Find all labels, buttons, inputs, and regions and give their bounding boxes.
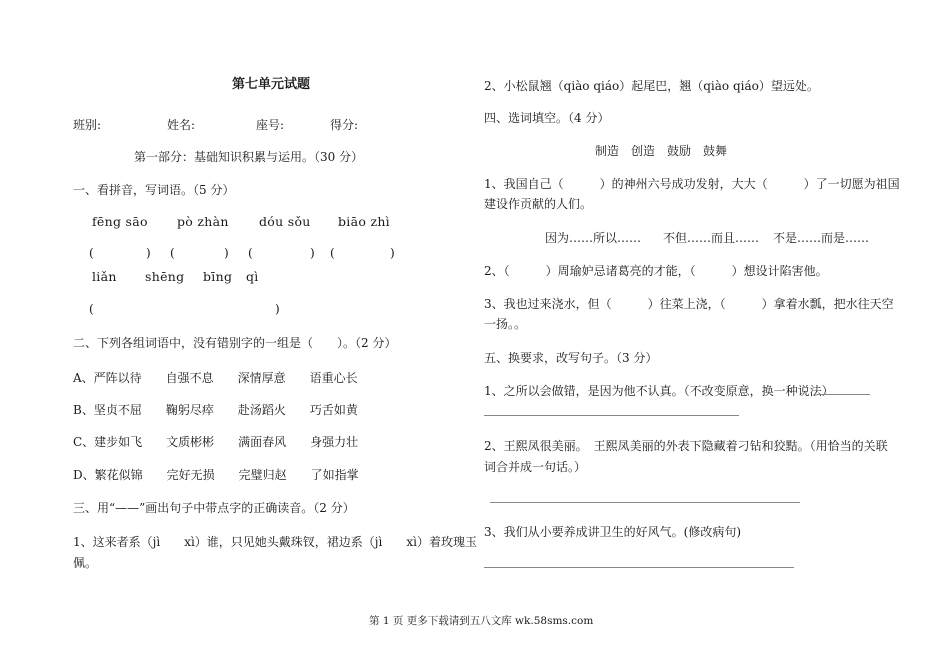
q5-heading: 五、换要求，改写句子。（3 分） (484, 351, 658, 365)
q2-option-a: A、严阵以待 自强不息 深情厚意 语重心长 (73, 371, 358, 385)
q3-sentence-2: 2、小松鼠翘（qiào qiáo）起尾巴，翘（qiào qiáo）望远处。 (484, 79, 819, 93)
answer-paren-close: ) (275, 302, 280, 316)
answer-line (818, 394, 870, 395)
q2-option-d: D、繁花似锦 完好无损 完璧归赵 了如指掌 (73, 468, 359, 482)
answer-paren-close: ) (390, 246, 395, 260)
pinyin-8: qì (246, 269, 259, 284)
answer-paren-close: ) (224, 246, 229, 260)
q4-word-bank-2a: 因为……所以…… (545, 231, 642, 245)
answer-paren-open: ( (170, 246, 175, 260)
seat-label: 座号: (256, 118, 285, 132)
pinyin-4: biāo zhì (338, 214, 390, 229)
q4-word-bank-1: 制造 创造 鼓励 鼓舞 (595, 144, 728, 158)
q2-option-b: B、坚贞不屈 鞠躬尽瘁 赴汤蹈火 巧舌如黄 (73, 403, 358, 417)
pinyin-5: liǎn (92, 269, 117, 284)
q5-sentence-3: 3、我们从小要养成讲卫生的好风气。(修改病句) (484, 525, 741, 539)
q3-heading: 三、用“——”画出句子中带点字的正确读音。（2 分） (73, 501, 355, 515)
q4-heading: 四、选词填空。（4 分） (484, 111, 610, 125)
pinyin-7: bīng (203, 269, 233, 284)
q3-sentence-1: 1、这来者系（jì xì）谁，只见她头戴珠钗，裙边系（jì xì）着玫瑰玉 (73, 535, 477, 549)
answer-paren-close: ) (146, 246, 151, 260)
name-label: 姓名: (167, 118, 196, 132)
page-footer: 第 1 页 更多下载请到五八文库 wk.58sms.com (369, 615, 594, 627)
q4-word-bank-2b: 不但……而且…… (663, 231, 760, 245)
q4-sentence-3: 3、我也过来浇水，但（ ）往菜上浇，（ ）拿着水瓢，把水往天空 (484, 297, 894, 311)
pinyin-2: pò zhàn (177, 214, 229, 229)
answer-paren-open: ( (89, 302, 94, 316)
pinyin-1: fēng sāo (92, 214, 148, 229)
q4-sentence-1: 1、我国自己（ ）的神州六号成功发射，大大（ ）了一切愿为祖国 (484, 177, 900, 191)
q5-sentence-2: 2、王熙凤很美丽。 王熙凤美丽的外表下隐藏着刁钻和狡黠。（用恰当的关联 (484, 439, 888, 453)
answer-paren-open: ( (330, 246, 335, 260)
answer-paren-open: ( (248, 246, 253, 260)
answer-line (484, 567, 794, 568)
answer-line (490, 502, 800, 503)
q4-word-bank-2c: 不是……而是…… (773, 231, 870, 245)
q5-sentence-1: 1、之所以会做错，是因为他不认真。（不改变原意，换一种说法） (484, 384, 834, 398)
q1-heading: 一、看拼音，写词语。（5 分） (73, 183, 235, 197)
q5-sentence-2-cont: 词合并成一句话。） (484, 460, 587, 474)
q2-option-c: C、建步如飞 文质彬彬 满面春风 身强力壮 (73, 435, 359, 449)
page-title: 第七单元试题 (232, 77, 311, 92)
answer-line (484, 415, 739, 416)
q3-sentence-1-cont: 佩。 (73, 556, 98, 570)
q4-sentence-1-cont: 建设作贡献的人们。 (484, 197, 593, 211)
answer-paren-close: ) (310, 246, 315, 260)
answer-paren-open: ( (89, 246, 94, 260)
q4-sentence-3-cont: 一扬。。 (484, 317, 527, 331)
score-label: 得分: (330, 118, 359, 132)
part1-heading: 第一部分：基础知识积累与运用。（30 分） (134, 150, 364, 164)
q4-sentence-2: 2、（ ）周瑜妒忌诸葛亮的才能，（ ）想设计陷害他。 (484, 264, 828, 278)
q2-heading: 二、下列各组词语中，没有错别字的一组是（ ）。（2 分） (73, 336, 397, 350)
class-label: 班别: (73, 118, 102, 132)
pinyin-6: shēng (145, 269, 185, 284)
pinyin-3: dóu sǒu (259, 214, 311, 229)
